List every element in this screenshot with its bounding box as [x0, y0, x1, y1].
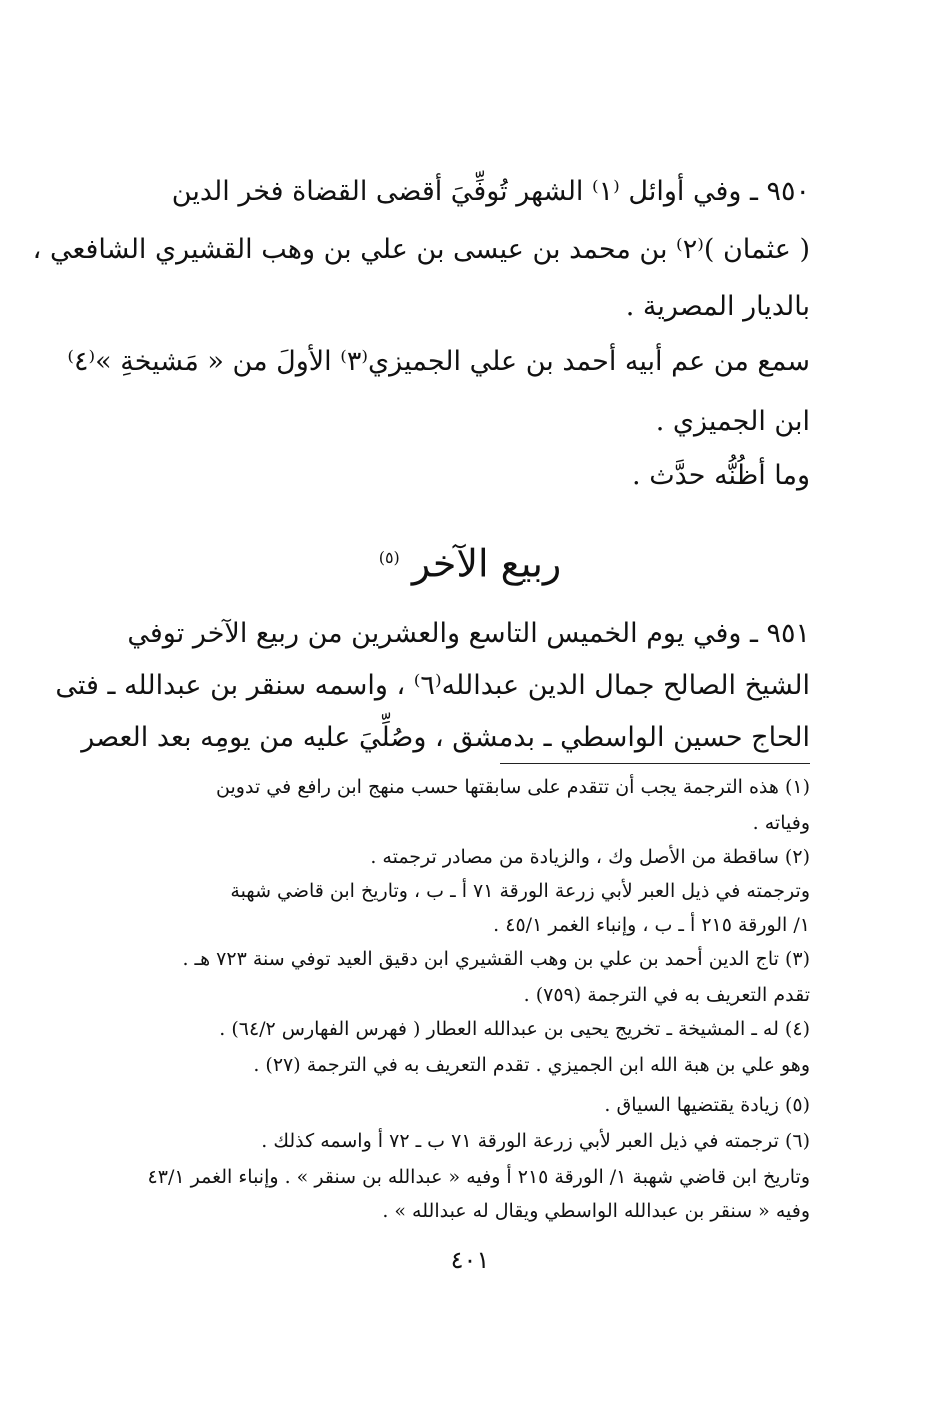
- footnote-line: وترجمته في ذيل العبر لأبي زرعة الورقة ٧١ أ ـ ب ، وتاريخ ابن قاضي شهبة: [230, 880, 810, 902]
- entry-951-line: ٩٥١ ـ وفي يوم الخميس التاسع والعشرين من ربيع الآخر توفي: [127, 618, 810, 649]
- footnote-line: ١/ الورقة ٢١٥ أ ـ ب ، وإنباء الغمر ٤٥/١ .: [493, 914, 810, 936]
- month-heading-note-mark: (٥): [378, 548, 400, 567]
- footnote-line: وتاريخ ابن قاضي شهبة ١/ الورقة ٢١٥ أ وفيه « عبدالله بن سنقر » . وإنباء الغمر ٤٣/١: [147, 1166, 810, 1188]
- month-heading-text: ربيع الآخر: [411, 541, 562, 586]
- footnote-line: (٥) زيادة يقتضيها السياق .: [604, 1094, 810, 1116]
- month-heading: [340, 528, 600, 588]
- footnote-line: (٢) ساقطة من الأصل وك ، والزيادة من مصادر ترجمته .: [370, 846, 810, 868]
- footnote-line: (٦) ترجمته في ذيل العبر لأبي زرعة الورقة ٧١ ب ـ ٧٢ أ واسمه كذلك .: [261, 1130, 810, 1152]
- entry-950-line: ٩٥٠ ـ وفي أوائل ⁽١⁾ الشهر تُوفِّيَ أقضى القضاة فخر الدين: [171, 176, 810, 207]
- footnote-separator: [500, 763, 810, 764]
- footnote-line: وفياته .: [752, 812, 810, 834]
- footnote-line: (٤) له ـ المشيخة ـ تخريج يحيى بن عبدالله العطار ( فهرس الفهارس ٦٤/٢) .: [219, 1018, 810, 1040]
- entry-950-line: ( عثمان )⁽٢⁾ بن محمد بن عيسى بن علي بن وهب القشيري الشافعي ،: [32, 234, 810, 265]
- footnote-line: (٣) تاج الدين أحمد بن علي بن وهب القشيري ابن دقيق العيد توفي سنة ٧٢٣ هـ .: [182, 948, 810, 970]
- footnote-line: (١) هذه الترجمة يجب أن تتقدم على سابقتها حسب منهج ابن رافع في تدوين: [216, 776, 810, 798]
- footnote-line: تقدم التعريف به في الترجمة (٧٥٩) .: [523, 984, 810, 1006]
- entry-950-line: وما أظُنُّه حدَّث .: [632, 460, 810, 491]
- entry-950-line: بالديار المصرية .: [625, 291, 810, 322]
- entry-950-line: ابن الجميزي .: [655, 406, 810, 437]
- page-number: ٤٠١: [450, 1246, 490, 1274]
- entry-951-line: الشيخ الصالح جمال الدين عبدالله⁽٦⁾ ، واسمه سنقر بن عبدالله ـ فتى: [55, 670, 810, 701]
- entry-950-line: سمع من عم أبيه أحمد بن علي الجميزي⁽٣⁾ الأولَ من « مَشيخةِ »⁽٤⁾: [67, 346, 810, 377]
- entry-951-line: الحاج حسين الواسطي ـ بدمشق ، وصُلِّيَ عليه من يومِه بعد العصر: [81, 722, 810, 753]
- footnote-line: وهو علي بن هبة الله ابن الجميزي . تقدم التعريف به في الترجمة (٢٧) .: [253, 1054, 810, 1076]
- footnote-line: وفيه « سنقر بن عبدالله الواسطي ويقال له عبدالله » .: [382, 1200, 810, 1222]
